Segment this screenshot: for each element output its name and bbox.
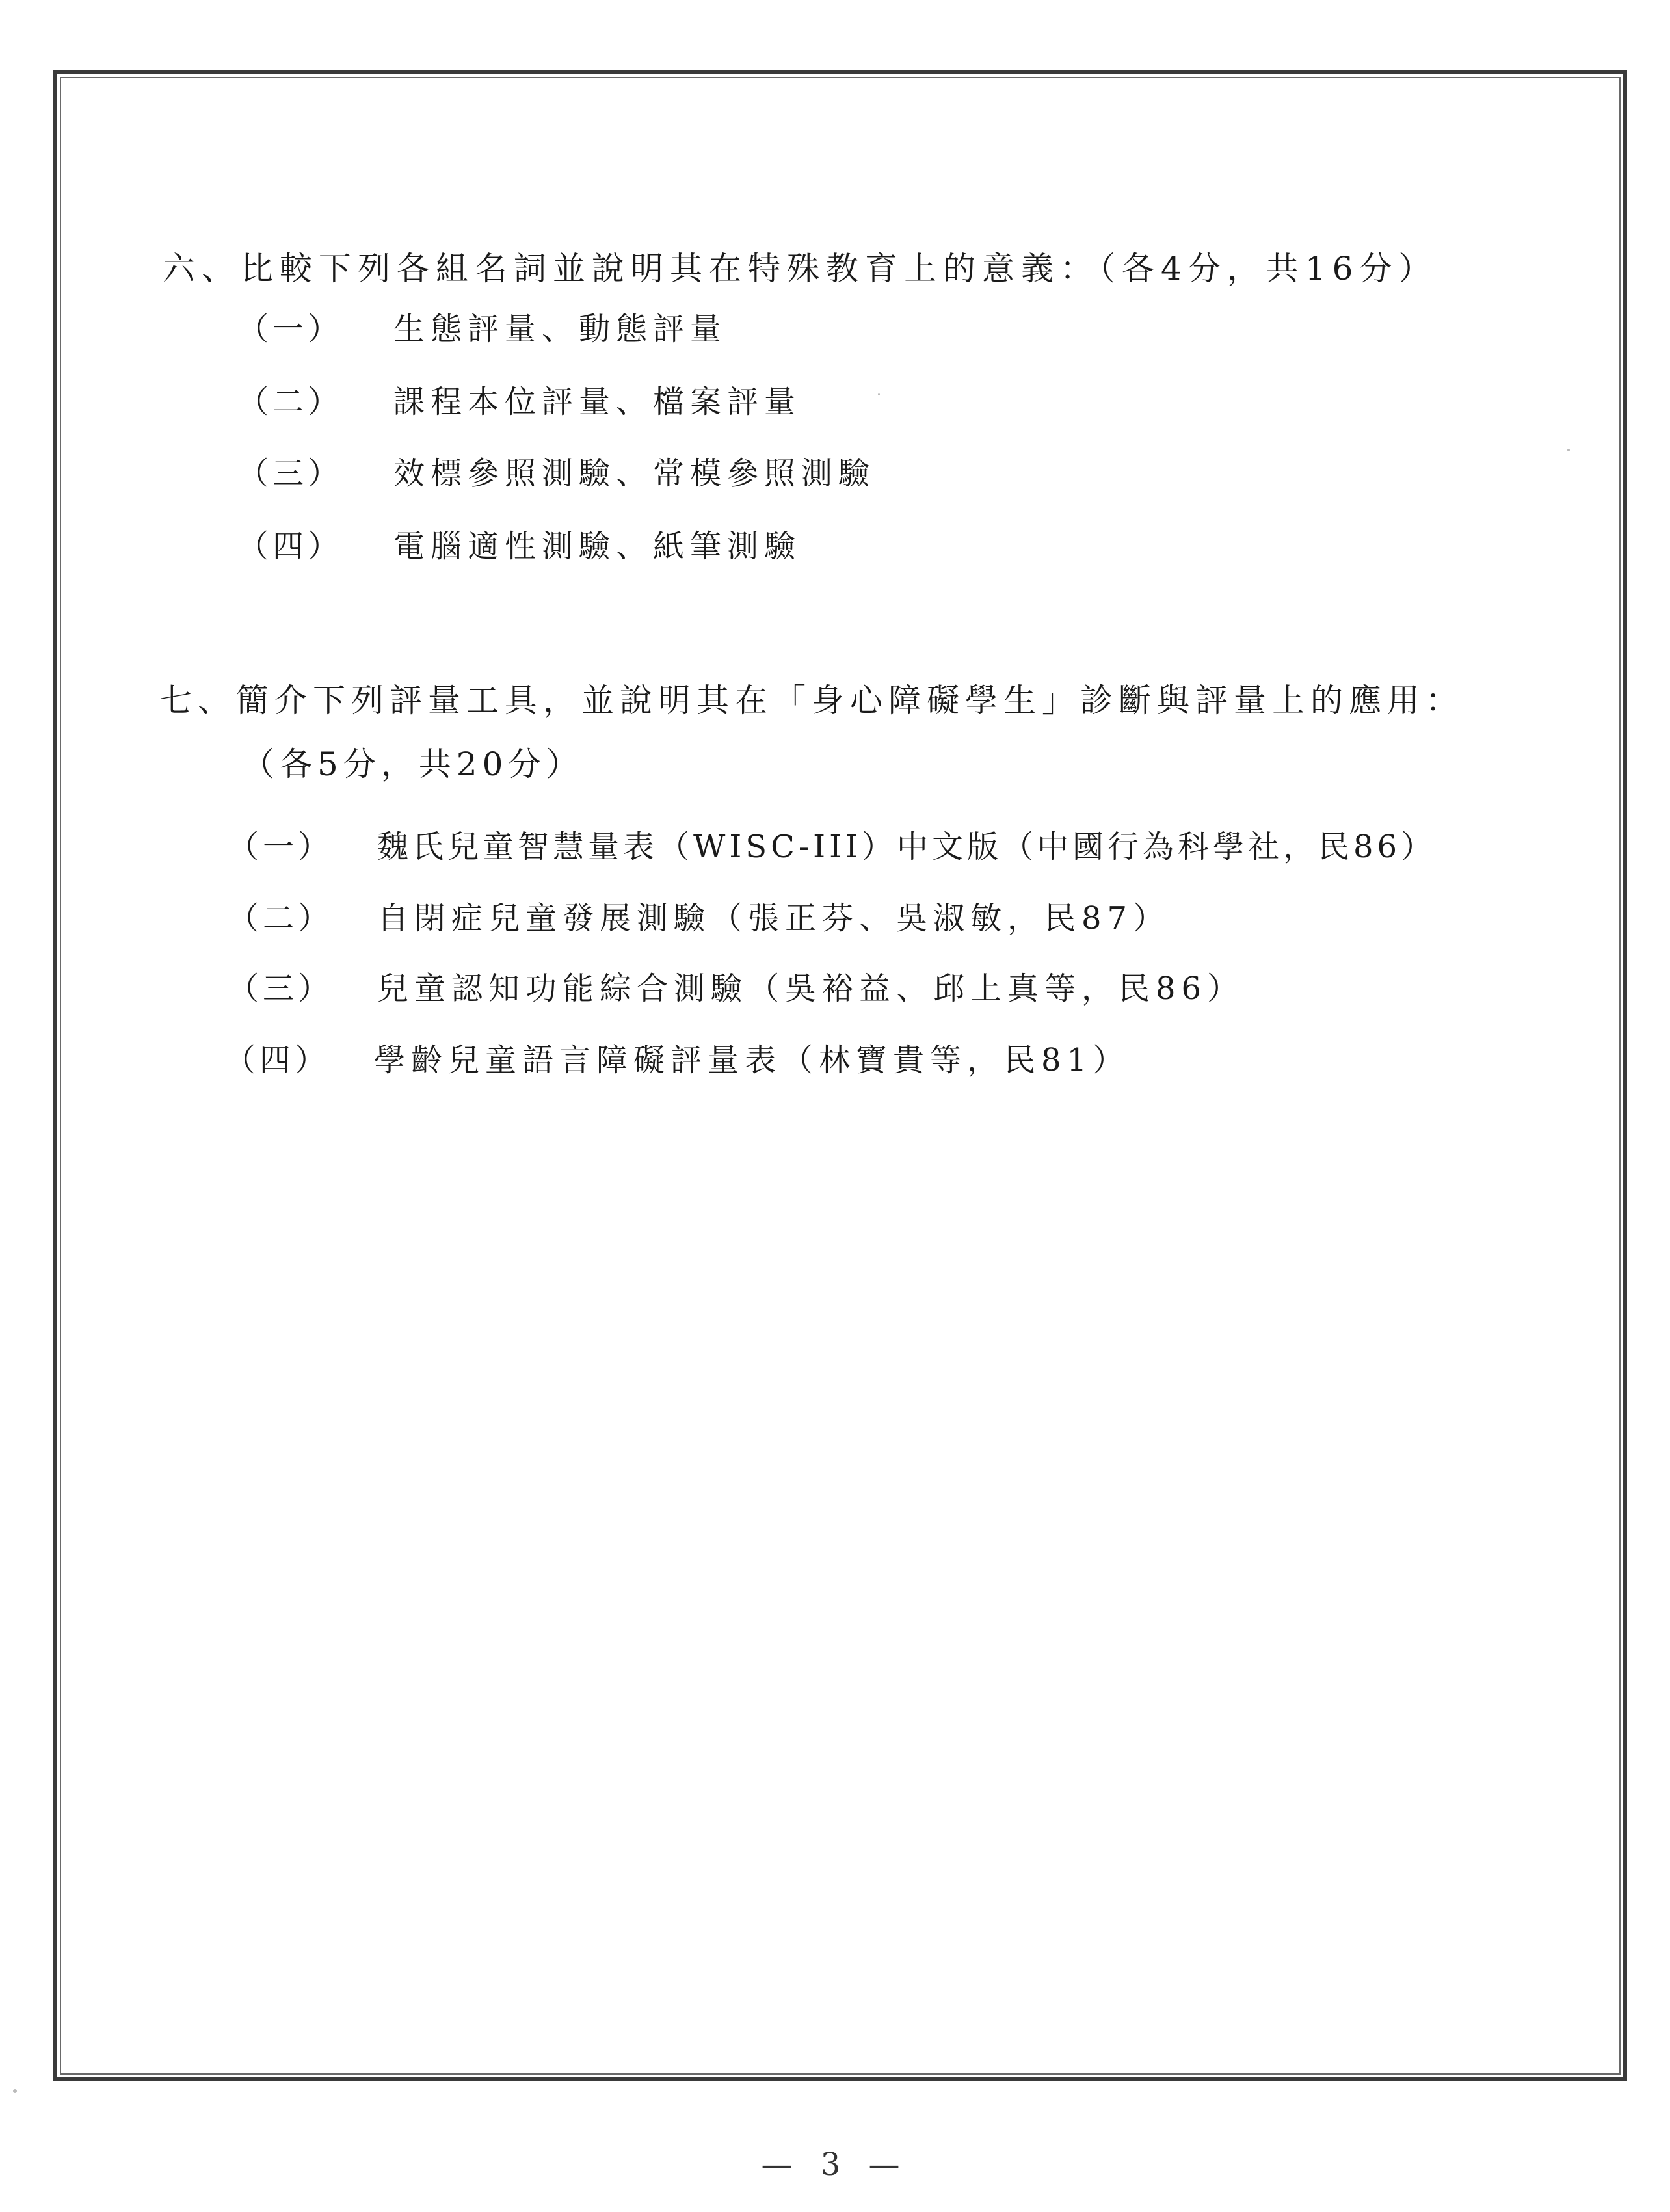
page-number: — 3 — <box>761 2146 909 2183</box>
item-number: （二） <box>228 900 334 937</box>
question-7-item-3 <box>228 970 1245 1007</box>
item-text: 生態評量、動態評量 <box>393 311 728 347</box>
item-number: （三） <box>237 455 343 492</box>
item-text: 兒童認知功能綜合測驗（吳裕益、邱上真等，民86） <box>377 970 1245 1007</box>
item-number: （三） <box>228 970 334 1007</box>
question-7-item-1 <box>228 829 1437 865</box>
question-7-subheading: （各5分，共20分） <box>242 745 584 783</box>
question-7-item-2 <box>228 900 1171 937</box>
question-6-item-2 <box>237 386 801 418</box>
item-number: （一） <box>237 311 343 347</box>
scan-speck <box>13 2089 17 2093</box>
item-text: 魏氏兒童智慧量表（WISC-III）中文版（中國行為科學社，民86） <box>377 829 1437 865</box>
item-number: （二） <box>237 384 343 420</box>
question-6-heading: 六、比較下列各組名詞並說明其在特殊教育上的意義：（各4分，共16分） <box>163 250 1438 287</box>
scan-speck <box>1567 449 1570 451</box>
question-6-item-1 <box>237 313 727 345</box>
scan-speck <box>878 393 880 395</box>
item-number: （四） <box>237 528 343 565</box>
item-text: 自閉症兒童發展測驗（張正芬、吳淑敏，民87） <box>377 900 1171 937</box>
item-text: 效標參照測驗、常模參照測驗 <box>393 455 876 492</box>
item-text: 學齡兒童語言障礙評量表（林寶貴等，民81） <box>374 1042 1130 1078</box>
question-7-heading: 七、簡介下列評量工具，並說明其在「身心障礙學生」診斷與評量上的應用： <box>159 682 1464 719</box>
item-number: （四） <box>224 1042 330 1078</box>
question-6-item-4 <box>237 528 802 565</box>
item-text: 電腦適性測驗、紙筆測驗 <box>393 528 802 565</box>
question-6-item-3 <box>237 455 876 492</box>
question-7-item-4 <box>224 1042 1130 1078</box>
item-number: （一） <box>228 829 334 865</box>
item-text: 課程本位評量、檔案評量 <box>393 384 802 420</box>
